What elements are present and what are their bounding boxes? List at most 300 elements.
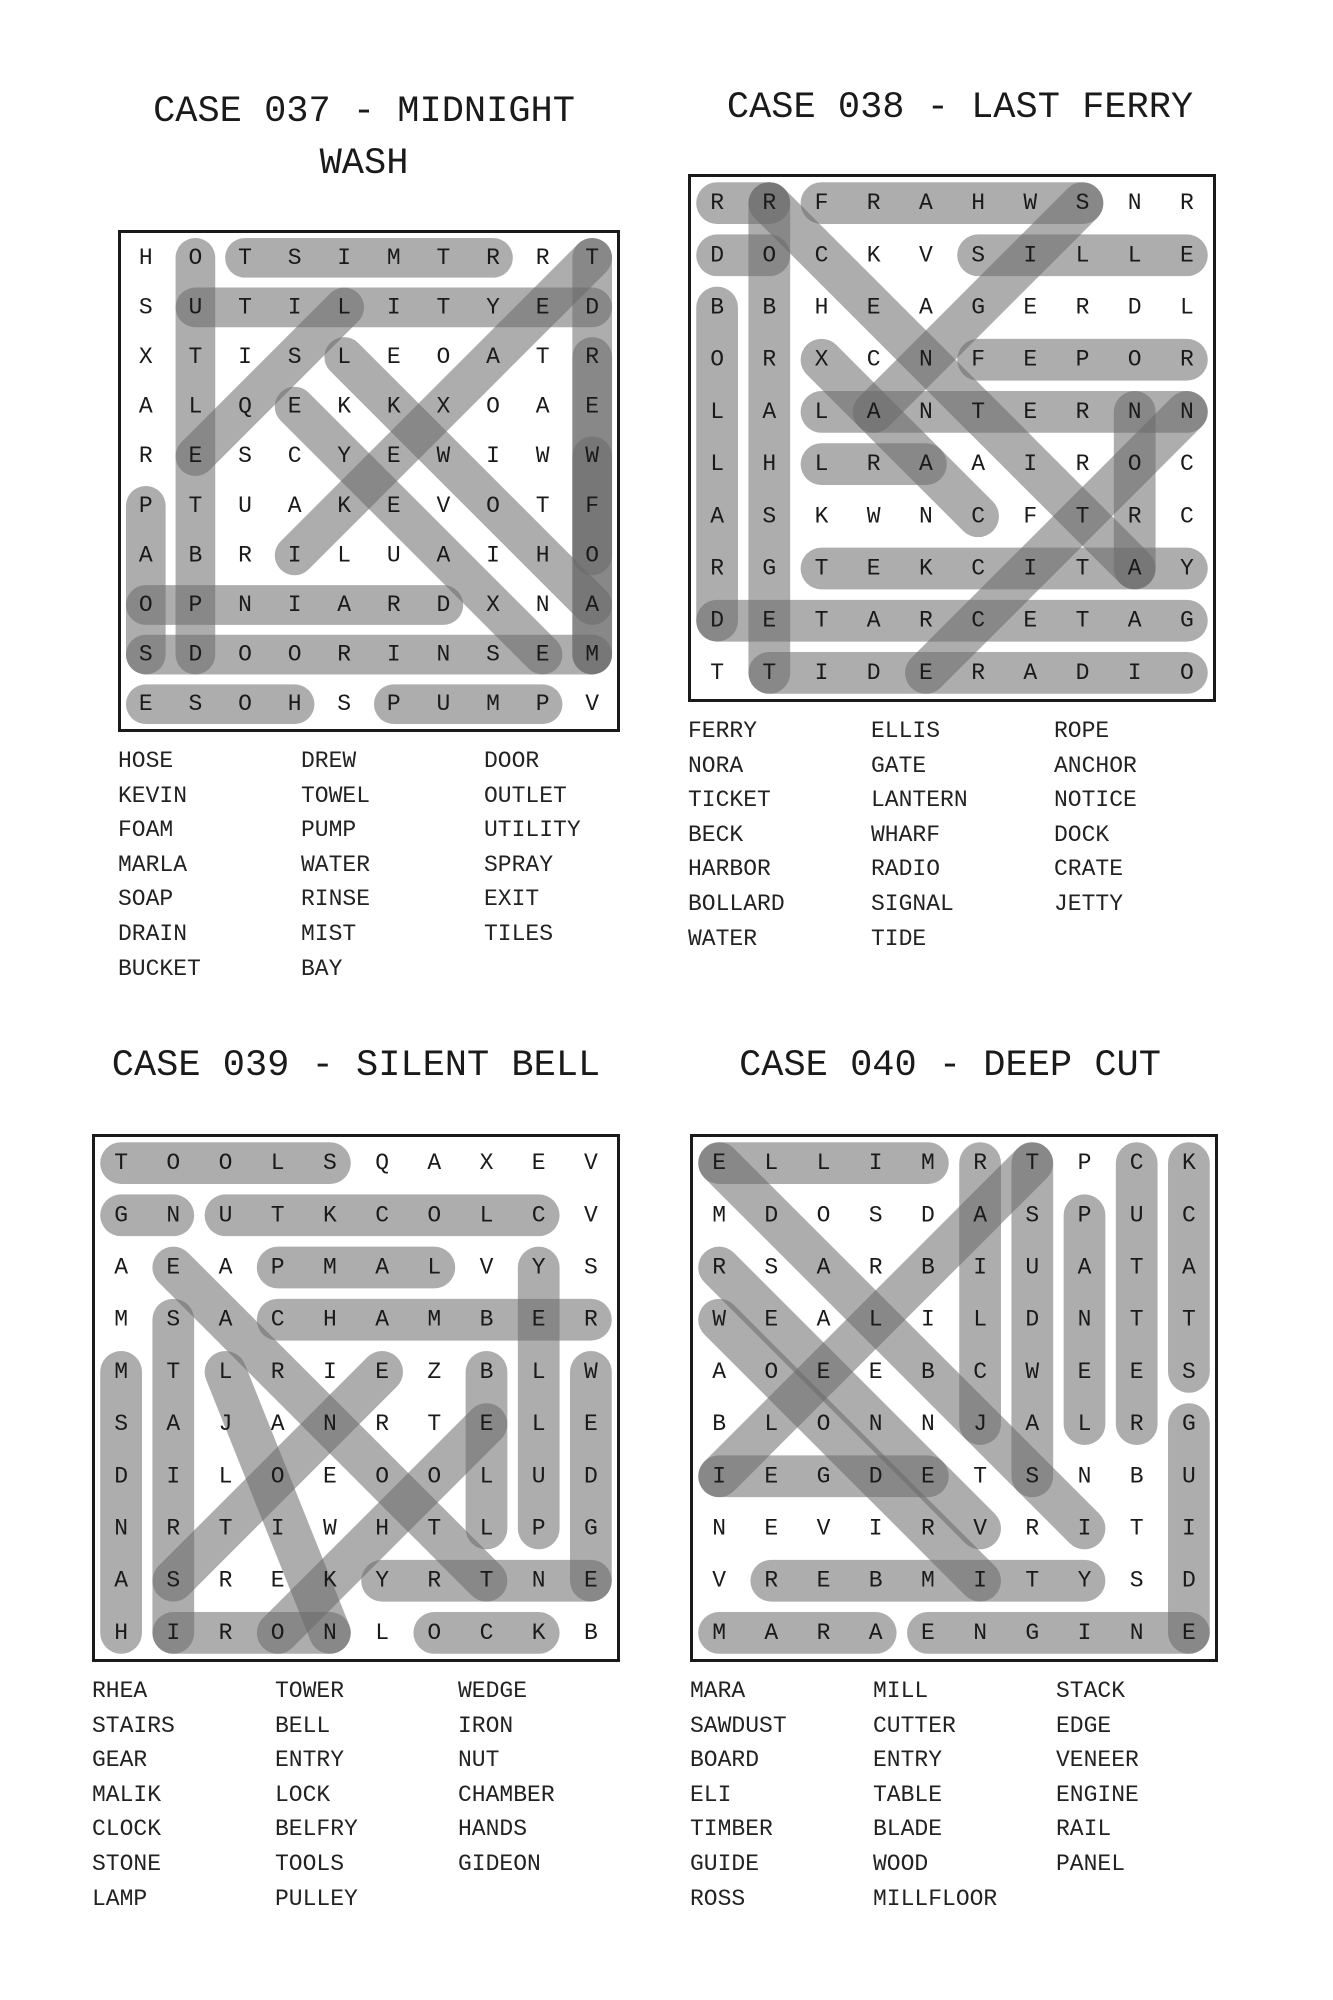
grid-letter[interactable]: E — [816, 1358, 831, 1385]
grid-letter[interactable]: S — [166, 1567, 181, 1594]
grid-letter[interactable]: A — [270, 1411, 285, 1438]
grid-letter[interactable]: L — [337, 542, 352, 569]
grid-letter[interactable]: R — [218, 1619, 233, 1646]
grid-letter[interactable]: D — [920, 1202, 935, 1229]
grid-letter[interactable]: R — [1129, 1411, 1144, 1438]
grid-letter[interactable]: D — [583, 1463, 598, 1490]
grid-letter[interactable]: K — [337, 492, 352, 519]
grid-letter[interactable]: O — [270, 1463, 285, 1490]
grid-letter[interactable]: P — [386, 691, 401, 718]
grid-letter[interactable]: U — [436, 691, 451, 718]
letter-grid[interactable] — [118, 230, 620, 732]
grid-letter[interactable]: D — [764, 1202, 779, 1229]
grid-letter[interactable]: B — [583, 1619, 598, 1646]
grid-letter[interactable]: G — [114, 1202, 129, 1229]
grid-letter[interactable]: H — [535, 542, 550, 569]
grid-letter[interactable]: A — [1127, 607, 1142, 634]
grid-letter[interactable]: E — [762, 607, 777, 634]
grid-letter[interactable]: K — [322, 1567, 337, 1594]
grid-letter[interactable]: P — [188, 592, 203, 618]
grid-letter[interactable]: S — [337, 691, 352, 718]
grid-letter[interactable]: P — [1075, 346, 1090, 373]
grid-letter[interactable]: W — [436, 443, 451, 470]
grid-letter[interactable]: A — [138, 393, 153, 420]
grid-letter[interactable]: Y — [375, 1567, 390, 1594]
grid-letter[interactable]: V — [585, 691, 600, 718]
grid-letter[interactable]: M — [712, 1619, 727, 1646]
grid-letter[interactable]: D — [710, 242, 725, 269]
grid-letter[interactable]: K — [1181, 1150, 1196, 1177]
grid-letter[interactable]: R — [973, 1150, 988, 1177]
grid-letter[interactable]: E — [287, 393, 302, 420]
grid-letter[interactable]: T — [762, 659, 777, 686]
grid-letter[interactable]: N — [1127, 398, 1142, 425]
grid-letter[interactable]: D — [436, 592, 451, 618]
grid-letter[interactable]: D — [1025, 1306, 1040, 1333]
grid-letter[interactable]: L — [868, 1306, 883, 1333]
grid-letter[interactable]: R — [218, 1567, 233, 1594]
grid-letter[interactable]: N — [973, 1619, 988, 1646]
grid-letter[interactable]: M — [427, 1306, 442, 1333]
grid-letter[interactable]: S — [114, 1411, 129, 1438]
grid-letter[interactable]: S — [166, 1306, 181, 1333]
grid-letter[interactable]: E — [386, 492, 401, 519]
grid-letter[interactable]: L — [1077, 1411, 1092, 1438]
grid-letter[interactable]: H — [762, 451, 777, 478]
grid-letter[interactable]: C — [531, 1202, 546, 1229]
grid-letter[interactable]: E — [166, 1254, 181, 1281]
grid-letter[interactable]: B — [479, 1358, 494, 1385]
grid-letter[interactable]: A — [866, 398, 881, 425]
grid-letter[interactable]: L — [1127, 242, 1142, 269]
grid-letter[interactable]: T — [973, 1463, 988, 1490]
grid-letter[interactable]: C — [971, 607, 986, 634]
grid-letter[interactable]: A — [918, 190, 933, 217]
grid-letter[interactable]: A — [762, 398, 777, 425]
grid-letter[interactable]: I — [287, 592, 302, 618]
grid-letter[interactable]: T — [1129, 1254, 1144, 1281]
grid-letter[interactable]: O — [270, 1619, 285, 1646]
grid-letter[interactable]: A — [710, 503, 725, 530]
grid-letter[interactable]: Z — [427, 1358, 442, 1385]
grid-letter[interactable]: I — [166, 1619, 181, 1646]
grid-letter[interactable]: T — [427, 1411, 442, 1438]
grid-letter[interactable]: T — [710, 659, 725, 686]
grid-letter[interactable]: H — [322, 1306, 337, 1333]
grid-letter[interactable]: M — [386, 244, 401, 271]
grid-letter[interactable]: K — [337, 393, 352, 420]
grid-letter[interactable]: G — [816, 1463, 831, 1490]
grid-letter[interactable]: T — [479, 1567, 494, 1594]
grid-letter[interactable]: H — [971, 190, 986, 217]
grid-letter[interactable]: O — [816, 1411, 831, 1438]
grid-letter[interactable]: N — [238, 592, 252, 618]
grid-letter[interactable]: I — [1023, 242, 1038, 269]
grid-letter[interactable]: U — [1025, 1254, 1040, 1281]
grid-letter[interactable]: I — [486, 542, 500, 569]
grid-letter[interactable]: R — [583, 1306, 598, 1333]
grid-letter[interactable]: I — [337, 244, 352, 271]
grid-letter[interactable]: R — [535, 244, 550, 271]
grid-letter[interactable]: U — [1129, 1202, 1144, 1229]
grid-letter[interactable]: S — [583, 1254, 598, 1281]
grid-letter[interactable]: K — [814, 503, 829, 530]
grid-letter[interactable]: P — [138, 492, 153, 519]
grid-letter[interactable]: B — [920, 1358, 935, 1385]
grid-letter[interactable]: R — [238, 542, 252, 569]
grid-letter[interactable]: G — [971, 294, 986, 321]
grid-letter[interactable]: B — [479, 1306, 494, 1333]
grid-letter[interactable]: V — [479, 1254, 494, 1281]
grid-letter[interactable]: E — [583, 1411, 598, 1438]
grid-letter[interactable]: E — [386, 344, 401, 370]
grid-letter[interactable]: E — [138, 691, 153, 718]
grid-letter[interactable]: A — [427, 1150, 442, 1177]
grid-letter[interactable]: A — [1181, 1254, 1196, 1281]
grid-letter[interactable]: S — [138, 294, 153, 321]
grid-letter[interactable]: G — [1181, 1411, 1196, 1438]
grid-letter[interactable]: N — [1129, 1619, 1144, 1646]
grid-letter[interactable]: I — [973, 1567, 988, 1594]
grid-letter[interactable]: V — [973, 1515, 988, 1542]
grid-letter[interactable]: B — [1129, 1463, 1144, 1490]
grid-letter[interactable]: R — [712, 1254, 727, 1281]
grid-letter[interactable]: I — [270, 1515, 285, 1542]
grid-letter[interactable]: R — [166, 1515, 181, 1542]
grid-letter[interactable]: C — [1129, 1150, 1144, 1177]
grid-letter[interactable]: R — [427, 1567, 442, 1594]
grid-letter[interactable]: A — [585, 592, 600, 618]
grid-letter[interactable]: T — [1075, 555, 1090, 582]
grid-letter[interactable]: O — [816, 1202, 831, 1229]
grid-letter[interactable]: E — [1023, 346, 1038, 373]
grid-letter[interactable]: S — [188, 691, 203, 718]
grid-letter[interactable]: G — [1025, 1619, 1040, 1646]
grid-letter[interactable]: T — [114, 1150, 129, 1177]
grid-letter[interactable]: A — [337, 592, 352, 618]
grid-letter[interactable]: R — [1179, 346, 1194, 373]
grid-letter[interactable]: E — [764, 1515, 779, 1542]
grid-letter[interactable]: Q — [238, 393, 252, 420]
grid-letter[interactable]: N — [322, 1619, 337, 1646]
grid-letter[interactable]: E — [386, 443, 401, 470]
grid-letter[interactable]: M — [712, 1202, 727, 1229]
grid-letter[interactable]: D — [1127, 294, 1142, 321]
grid-letter[interactable]: O — [238, 691, 252, 718]
grid-letter[interactable]: V — [918, 242, 933, 269]
grid-letter[interactable]: K — [866, 242, 881, 269]
grid-letter[interactable]: J — [973, 1411, 988, 1438]
grid-letter[interactable]: R — [762, 346, 777, 373]
grid-letter[interactable]: L — [188, 393, 203, 420]
grid-letter[interactable]: O — [427, 1202, 442, 1229]
grid-letter[interactable]: Y — [486, 294, 500, 321]
grid-letter[interactable]: R — [920, 1515, 935, 1542]
grid-letter[interactable]: O — [764, 1358, 779, 1385]
grid-letter[interactable]: L — [218, 1463, 233, 1490]
grid-letter[interactable]: K — [322, 1202, 337, 1229]
grid-letter[interactable]: N — [1077, 1463, 1092, 1490]
grid-letter[interactable]: M — [486, 691, 500, 718]
grid-letter[interactable]: O — [427, 1619, 442, 1646]
grid-letter[interactable]: X — [479, 1150, 494, 1177]
grid-letter[interactable]: S — [762, 503, 777, 530]
grid-letter[interactable]: E — [920, 1463, 935, 1490]
grid-letter[interactable]: A — [1127, 555, 1142, 582]
grid-letter[interactable]: T — [1025, 1567, 1040, 1594]
grid-letter[interactable]: L — [479, 1515, 494, 1542]
grid-letter[interactable]: M — [920, 1150, 935, 1177]
grid-letter[interactable]: D — [1181, 1567, 1196, 1594]
grid-letter[interactable]: L — [814, 451, 829, 478]
grid-letter[interactable]: N — [1077, 1306, 1092, 1333]
grid-letter[interactable]: T — [218, 1515, 233, 1542]
grid-letter[interactable]: I — [1077, 1515, 1092, 1542]
grid-letter[interactable]: B — [188, 542, 203, 569]
grid-letter[interactable]: C — [1179, 451, 1194, 478]
grid-letter[interactable]: E — [918, 659, 933, 686]
grid-letter[interactable]: L — [218, 1358, 233, 1385]
grid-letter[interactable]: T — [436, 294, 451, 321]
grid-letter[interactable]: C — [479, 1619, 494, 1646]
grid-letter[interactable]: I — [920, 1306, 935, 1333]
grid-letter[interactable]: I — [1023, 451, 1038, 478]
grid-letter[interactable]: A — [868, 1619, 883, 1646]
grid-letter[interactable]: R — [868, 1254, 883, 1281]
grid-letter[interactable]: E — [712, 1150, 727, 1177]
grid-letter[interactable]: O — [1179, 659, 1194, 686]
grid-letter[interactable]: G — [583, 1515, 598, 1542]
grid-letter[interactable]: T — [1129, 1306, 1144, 1333]
grid-letter[interactable]: E — [535, 641, 550, 668]
grid-letter[interactable]: H — [138, 244, 153, 271]
grid-letter[interactable]: M — [920, 1567, 935, 1594]
grid-letter[interactable]: O — [585, 542, 600, 569]
grid-letter[interactable]: N — [918, 346, 933, 373]
grid-letter[interactable]: T — [436, 244, 451, 271]
grid-letter[interactable]: N — [920, 1411, 935, 1438]
grid-letter[interactable]: A — [918, 294, 933, 321]
grid-letter[interactable]: E — [1179, 242, 1194, 269]
grid-letter[interactable]: M — [585, 641, 600, 668]
grid-letter[interactable]: W — [1023, 190, 1038, 217]
grid-letter[interactable]: V — [583, 1202, 598, 1229]
grid-letter[interactable]: T — [427, 1515, 442, 1542]
grid-letter[interactable]: L — [337, 344, 352, 370]
grid-letter[interactable]: P — [535, 691, 550, 718]
grid-letter[interactable]: D — [866, 659, 881, 686]
grid-letter[interactable]: U — [188, 294, 203, 321]
grid-letter[interactable]: A — [436, 542, 451, 569]
grid-letter[interactable]: K — [918, 555, 933, 582]
grid-letter[interactable]: R — [1075, 294, 1090, 321]
grid-letter[interactable]: E — [866, 294, 881, 321]
grid-letter[interactable]: J — [218, 1411, 233, 1438]
grid-letter[interactable]: C — [375, 1202, 390, 1229]
grid-letter[interactable]: Y — [1179, 555, 1194, 582]
grid-letter[interactable]: S — [287, 344, 302, 370]
grid-letter[interactable]: A — [918, 451, 933, 478]
grid-letter[interactable]: C — [1179, 503, 1194, 530]
grid-letter[interactable]: R — [1075, 451, 1090, 478]
grid-letter[interactable]: D — [868, 1463, 883, 1490]
grid-letter[interactable]: N — [1179, 398, 1194, 425]
grid-letter[interactable]: E — [1181, 1619, 1196, 1646]
grid-letter[interactable]: R — [386, 592, 401, 618]
grid-letter[interactable]: T — [270, 1202, 285, 1229]
grid-letter[interactable]: R — [1127, 503, 1142, 530]
grid-letter[interactable]: W — [322, 1515, 337, 1542]
grid-letter[interactable]: N — [868, 1411, 883, 1438]
grid-letter[interactable]: T — [1025, 1150, 1040, 1177]
grid-letter[interactable]: L — [427, 1254, 442, 1281]
grid-letter[interactable]: R — [710, 190, 725, 217]
grid-letter[interactable]: B — [762, 294, 777, 321]
grid-letter[interactable]: E — [585, 393, 600, 420]
grid-letter[interactable]: O — [762, 242, 777, 269]
grid-letter[interactable]: O — [436, 344, 451, 370]
grid-letter[interactable]: E — [920, 1619, 935, 1646]
grid-letter[interactable]: A — [218, 1254, 233, 1281]
grid-letter[interactable]: T — [535, 492, 550, 519]
grid-letter[interactable]: B — [712, 1411, 727, 1438]
grid-letter[interactable]: W — [585, 443, 600, 470]
grid-letter[interactable]: E — [1129, 1358, 1144, 1385]
grid-letter[interactable]: S — [1181, 1358, 1196, 1385]
grid-letter[interactable]: L — [973, 1306, 988, 1333]
grid-letter[interactable]: L — [531, 1411, 546, 1438]
grid-letter[interactable]: U — [386, 542, 401, 569]
grid-letter[interactable]: T — [238, 294, 252, 321]
grid-letter[interactable]: Q — [375, 1150, 390, 1177]
grid-letter[interactable]: Y — [1077, 1567, 1092, 1594]
grid-letter[interactable]: G — [1179, 607, 1194, 634]
grid-letter[interactable]: I — [712, 1463, 727, 1490]
grid-letter[interactable]: I — [322, 1358, 337, 1385]
grid-letter[interactable]: T — [1129, 1515, 1144, 1542]
grid-letter[interactable]: S — [868, 1202, 883, 1229]
grid-letter[interactable]: E — [531, 1150, 546, 1177]
grid-letter[interactable]: N — [436, 641, 451, 668]
grid-letter[interactable]: R — [585, 344, 600, 370]
grid-letter[interactable]: L — [816, 1150, 831, 1177]
grid-letter[interactable]: F — [814, 190, 829, 217]
grid-letter[interactable]: E — [764, 1306, 779, 1333]
grid-letter[interactable]: A — [764, 1619, 779, 1646]
grid-letter[interactable]: Y — [531, 1254, 546, 1281]
letter-grid[interactable] — [92, 1134, 620, 1662]
grid-letter[interactable]: A — [816, 1254, 831, 1281]
grid-letter[interactable]: E — [866, 555, 881, 582]
grid-letter[interactable]: V — [816, 1515, 831, 1542]
grid-letter[interactable]: P — [1077, 1150, 1092, 1177]
grid-letter[interactable]: W — [866, 503, 881, 530]
grid-letter[interactable]: L — [710, 451, 725, 478]
grid-letter[interactable]: E — [1023, 294, 1038, 321]
grid-letter[interactable]: H — [375, 1515, 390, 1542]
grid-letter[interactable]: T — [814, 607, 829, 634]
grid-letter[interactable]: O — [188, 244, 203, 271]
grid-letter[interactable]: F — [1023, 503, 1038, 530]
grid-letter[interactable]: L — [479, 1202, 494, 1229]
grid-letter[interactable]: A — [1025, 1411, 1040, 1438]
grid-letter[interactable]: A — [375, 1306, 390, 1333]
grid-letter[interactable]: H — [114, 1619, 129, 1646]
grid-letter[interactable]: X — [436, 393, 451, 420]
grid-letter[interactable]: O — [218, 1150, 233, 1177]
grid-letter[interactable]: C — [270, 1306, 285, 1333]
grid-letter[interactable]: A — [816, 1306, 831, 1333]
grid-letter[interactable]: O — [1127, 346, 1142, 373]
grid-letter[interactable]: I — [868, 1150, 883, 1177]
grid-letter[interactable]: P — [270, 1254, 285, 1281]
grid-letter[interactable]: N — [531, 1567, 546, 1594]
grid-letter[interactable]: G — [762, 555, 777, 582]
grid-letter[interactable]: M — [322, 1254, 337, 1281]
grid-letter[interactable]: P — [1077, 1202, 1092, 1229]
grid-letter[interactable]: S — [971, 242, 986, 269]
grid-letter[interactable]: O — [427, 1463, 442, 1490]
grid-letter[interactable]: I — [1181, 1515, 1196, 1542]
grid-letter[interactable]: R — [762, 190, 777, 217]
grid-letter[interactable]: E — [188, 443, 203, 470]
grid-letter[interactable]: O — [486, 492, 500, 519]
grid-letter[interactable]: L — [531, 1358, 546, 1385]
grid-letter[interactable]: H — [814, 294, 829, 321]
grid-letter[interactable]: L — [375, 1619, 390, 1646]
grid-letter[interactable]: A — [535, 393, 550, 420]
grid-letter[interactable]: W — [1025, 1358, 1040, 1385]
grid-letter[interactable]: E — [1023, 398, 1038, 425]
grid-letter[interactable]: E — [868, 1358, 883, 1385]
grid-letter[interactable]: A — [218, 1306, 233, 1333]
grid-letter[interactable]: S — [138, 641, 153, 668]
grid-letter[interactable]: B — [920, 1254, 935, 1281]
grid-letter[interactable]: I — [973, 1254, 988, 1281]
grid-letter[interactable]: A — [866, 607, 881, 634]
grid-letter[interactable]: F — [971, 346, 986, 373]
grid-letter[interactable]: N — [535, 592, 550, 618]
grid-letter[interactable]: M — [114, 1358, 129, 1385]
grid-letter[interactable]: O — [166, 1150, 181, 1177]
grid-letter[interactable]: L — [710, 398, 725, 425]
grid-letter[interactable]: O — [287, 641, 302, 668]
grid-letter[interactable]: R — [971, 659, 986, 686]
grid-letter[interactable]: S — [1129, 1567, 1144, 1594]
grid-letter[interactable]: O — [238, 641, 252, 668]
grid-letter[interactable]: L — [764, 1411, 779, 1438]
grid-letter[interactable]: I — [386, 294, 401, 321]
grid-letter[interactable]: N — [712, 1515, 727, 1542]
grid-letter[interactable]: R — [866, 190, 881, 217]
grid-letter[interactable]: T — [1181, 1306, 1196, 1333]
grid-letter[interactable]: T — [1075, 607, 1090, 634]
grid-letter[interactable]: W — [583, 1358, 598, 1385]
grid-letter[interactable]: A — [973, 1202, 988, 1229]
grid-letter[interactable]: H — [287, 691, 302, 718]
grid-letter[interactable]: N — [114, 1515, 129, 1542]
grid-letter[interactable]: S — [1025, 1202, 1040, 1229]
grid-letter[interactable]: E — [322, 1463, 337, 1490]
grid-letter[interactable]: D — [188, 641, 203, 668]
grid-letter[interactable]: N — [918, 503, 933, 530]
grid-letter[interactable]: K — [386, 393, 401, 420]
grid-letter[interactable]: A — [375, 1254, 390, 1281]
grid-letter[interactable]: A — [114, 1254, 129, 1281]
grid-letter[interactable]: T — [1075, 503, 1090, 530]
grid-letter[interactable]: E — [764, 1463, 779, 1490]
grid-letter[interactable]: C — [971, 555, 986, 582]
